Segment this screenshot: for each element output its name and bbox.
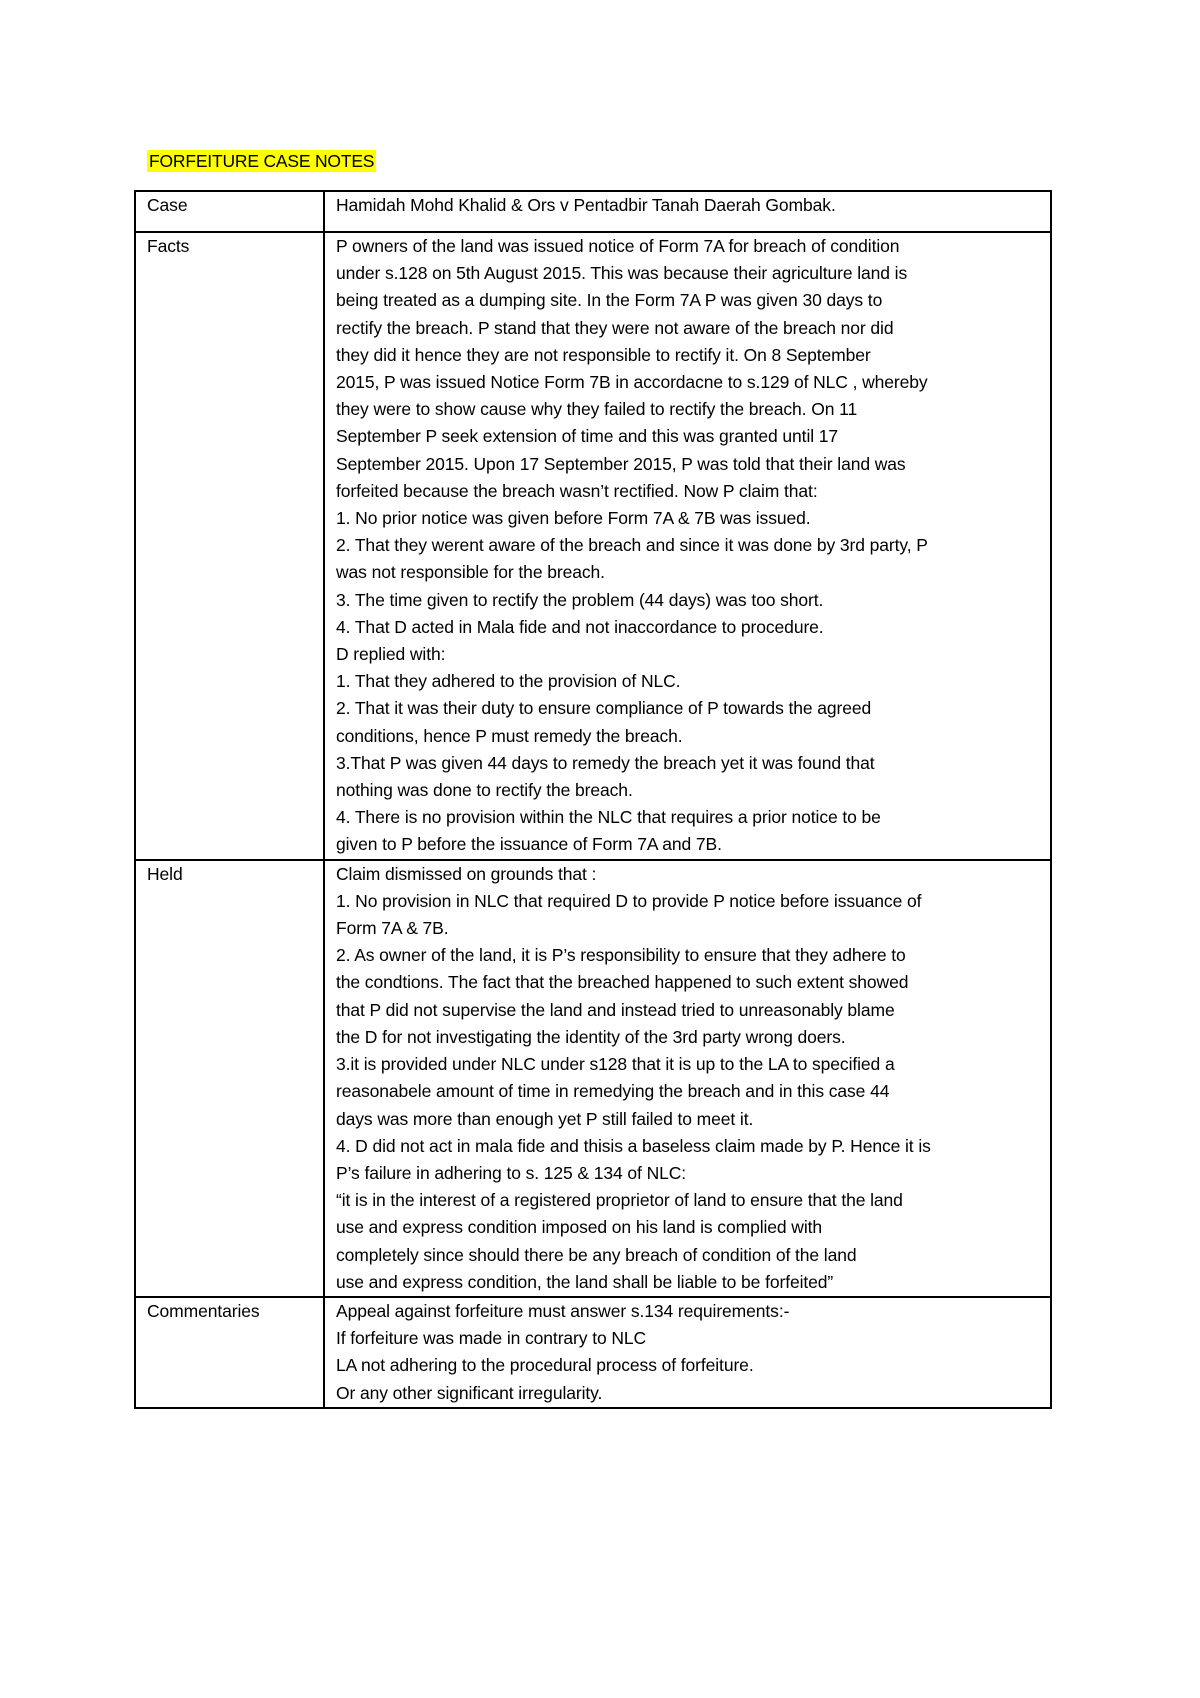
facts-line: 4. There is no provision within the NLC that requires a prior notice to be: [336, 807, 881, 828]
facts-line: 2015, P was issued Notice Form 7B in accordacne to s.129 of NLC , whereby: [336, 372, 928, 393]
facts-line: rectify the breach. P stand that they were not aware of the breach nor did: [336, 317, 894, 338]
held-label: Held: [135, 860, 324, 1297]
held-line: “it is in the interest of a registered proprietor of land to ensure that the land: [336, 1190, 903, 1211]
commentaries-line: Appeal against forfeiture must answer s.134 requirements:-: [336, 1300, 790, 1321]
facts-line: under s.128 on 5th August 2015. This was because their agriculture land is: [336, 263, 908, 284]
facts-line: 1. That they adhered to the provision of NLC.: [336, 671, 681, 692]
held-line: Claim dismissed on grounds that :: [336, 863, 597, 884]
facts-line: 1. No prior notice was given before Form 7A & 7B was issued.: [336, 508, 811, 529]
commentaries-label: Commentaries: [135, 1297, 324, 1408]
facts-line: 3.That P was given 44 days to remedy the breach yet it was found that: [336, 752, 875, 773]
facts-line: 4. That D acted in Mala fide and not inaccordance to procedure.: [336, 616, 824, 637]
held-line: 1. No provision in NLC that required D to provide P notice before issuance of: [336, 890, 922, 911]
facts-line: they were to show cause why they failed to rectify the breach. On 11: [336, 399, 858, 420]
facts-content: [324, 232, 1051, 860]
facts-line: conditions, hence P must remedy the breach.: [336, 725, 683, 746]
facts-line: was not responsible for the breach.: [336, 562, 605, 583]
facts-line: 3. The time given to rectify the problem (44 days) was too short.: [336, 589, 824, 610]
facts-line: nothing was done to rectify the breach.: [336, 780, 633, 801]
case-label: Case: [135, 191, 324, 232]
table-row-commentaries: [135, 1297, 1051, 1408]
facts-line: September P seek extension of time and this was granted until 17: [336, 426, 839, 447]
held-line: the D for not investigating the identity of the 3rd party wrong doers.: [336, 1026, 846, 1047]
commentaries-line: Or any other significant irregularity.: [336, 1382, 603, 1403]
held-line: use and express condition, the land shall be liable to be forfeited”: [336, 1271, 834, 1292]
held-line: the condtions. The fact that the breached happened to such extent showed: [336, 972, 909, 993]
commentaries-content: [324, 1297, 1051, 1408]
case-value: Hamidah Mohd Khalid & Ors v Pentadbir Tanah Daerah Gombak.: [324, 191, 1051, 232]
held-line: use and express condition imposed on his land is complied with: [336, 1217, 823, 1238]
held-line: days was more than enough yet P still failed to meet it.: [336, 1108, 754, 1129]
held-line: Form 7A & 7B.: [336, 918, 449, 939]
held-line: reasonabele amount of time in remedying the breach and in this case 44: [336, 1081, 890, 1102]
facts-line: given to P before the issuance of Form 7A and 7B.: [336, 834, 722, 855]
held-content: [324, 860, 1051, 1297]
held-line: 4. D did not act in mala fide and thisis a baseless claim made by P. Hence it is: [336, 1135, 931, 1156]
held-line: that P did not supervise the land and instead tried to unreasonably blame: [336, 999, 895, 1020]
facts-line: D replied with:: [336, 644, 446, 665]
held-line: 3.it is provided under NLC under s128 that it is up to the LA to specified a: [336, 1054, 895, 1075]
facts-line: September 2015. Upon 17 September 2015, P was told that their land was: [336, 453, 906, 474]
held-line: completely since should there be any breach of condition of the land: [336, 1244, 857, 1265]
facts-line: 2. That they werent aware of the breach and since it was done by 3rd party, P: [336, 535, 928, 556]
facts-line: 2. That it was their duty to ensure compliance of P towards the agreed: [336, 698, 872, 719]
commentaries-line: LA not adhering to the procedural process of forfeiture.: [336, 1355, 754, 1376]
table-row-facts: [135, 232, 1051, 860]
case-notes-table: [134, 190, 1052, 1409]
facts-label: Facts: [135, 232, 324, 860]
facts-line: they did it hence they are not responsible to rectify it. On 8 September: [336, 344, 871, 365]
commentaries-line: If forfeiture was made in contrary to NLC: [336, 1328, 647, 1349]
table-row-held: [135, 860, 1051, 1297]
document-title: FORFEITURE CASE NOTES: [149, 151, 375, 171]
facts-line: being treated as a dumping site. In the Form 7A P was given 30 days to: [336, 290, 883, 311]
facts-line: P owners of the land was issued notice of Form 7A for breach of condition: [336, 236, 900, 256]
held-line: P’s failure in adhering to s. 125 & 134 of NLC:: [336, 1162, 687, 1183]
facts-line: forfeited because the breach wasn’t rectified. Now P claim that:: [336, 480, 818, 501]
table-row-case: [135, 191, 1051, 232]
held-line: 2. As owner of the land, it is P’s responsibility to ensure that they adhere to: [336, 945, 906, 966]
